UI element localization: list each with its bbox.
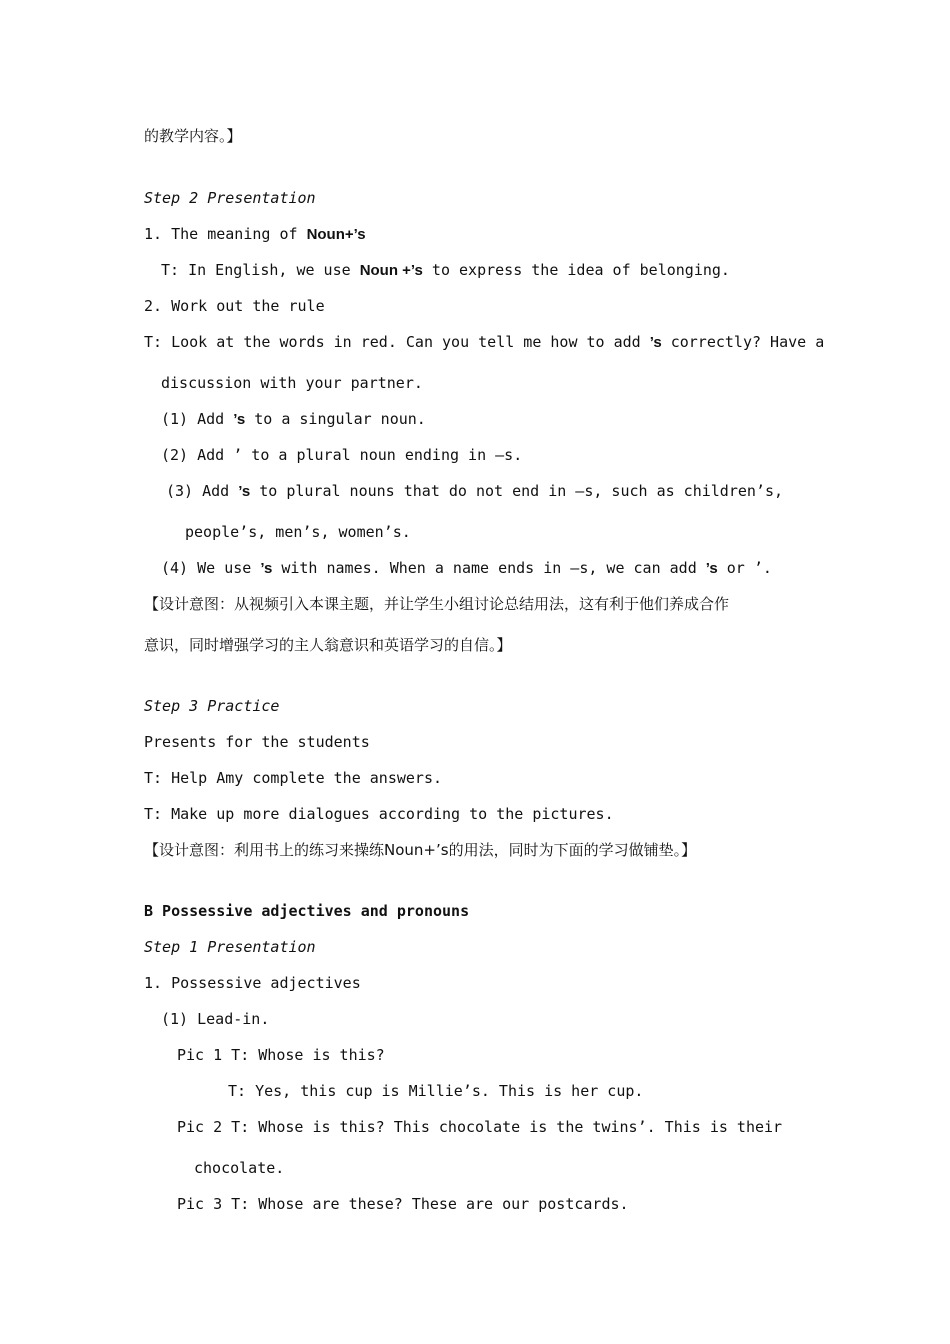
rule-item: (2) Add ’ to a plural noun ending in –s.: [161, 446, 523, 464]
bold-term: Noun +’s: [359, 262, 423, 279]
bold-term: ’s: [238, 483, 251, 500]
list-item: [144, 224, 366, 245]
dialogue-line: Pic 2 T: Whose is this? This chocolate is the twins’. This is their: [177, 1118, 783, 1136]
text-line: Presents for the students: [144, 733, 370, 751]
text-span: (4) We use: [161, 559, 261, 577]
text-line: T: Make up more dialogues according to the pictures.: [144, 805, 614, 823]
text-span: with names. When a name ends in –s, we can add: [272, 559, 706, 577]
text-line: [144, 332, 825, 353]
text-span: (1) Add: [161, 410, 234, 428]
rule-item: [166, 481, 783, 502]
dialogue-line: T: Yes, this cup is Millie’s. This is her cup.: [228, 1082, 644, 1100]
step-heading: Step 2 Presentation: [144, 189, 316, 207]
step-heading: Step 3 Practice: [144, 697, 280, 715]
bold-term: ’s: [260, 560, 273, 577]
bold-term: ’s: [233, 411, 246, 428]
text-line: discussion with your partner.: [161, 374, 423, 392]
step-heading: Step 1 Presentation: [144, 938, 316, 956]
list-item: 2. Work out the rule: [144, 297, 325, 315]
text-span: (3) Add: [166, 482, 239, 500]
dialogue-line: chocolate.: [194, 1159, 285, 1177]
section-heading: B Possessive adjectives and pronouns: [144, 902, 470, 920]
bold-term: ’s: [705, 560, 718, 577]
design-intent-note: 意识，同时增强学习的主人翁意识和英语学习的自信。】: [144, 636, 512, 654]
text-span: or ’.: [717, 559, 772, 577]
text-line: 的教学内容。】: [144, 127, 242, 145]
text-span: T: Look at the words in red. Can you tell me how to add: [144, 333, 650, 351]
text-span: to plural nouns that do not end in –s, such as children’s,: [250, 482, 784, 500]
text-span: to a singular noun.: [245, 410, 426, 428]
list-item: (1) Lead-in.: [161, 1010, 270, 1028]
text-line: [161, 260, 730, 281]
dialogue-line: Pic 1 T: Whose is this?: [177, 1046, 385, 1064]
design-intent-note: 【设计意图：利用书上的练习来操练Noun+’s的用法，同时为下面的学习做铺垫。】: [144, 841, 697, 859]
text-line: people’s, men’s, women’s.: [185, 523, 411, 541]
list-item: 1. Possessive adjectives: [144, 974, 361, 992]
design-intent-note: 【设计意图：从视频引入本课主题，并让学生小组讨论总结用法，这有利于他们养成合作: [144, 595, 730, 613]
rule-item: [161, 558, 772, 579]
text-span: to express the idea of belonging.: [422, 261, 730, 279]
rule-item: [161, 409, 426, 430]
bold-term: Noun+’s: [306, 226, 366, 243]
bold-term: ’s: [649, 334, 662, 351]
text-span: T: In English, we use: [161, 261, 360, 279]
text-line: T: Help Amy complete the answers.: [144, 769, 443, 787]
text-span: correctly? Have a: [661, 333, 825, 351]
dialogue-line: Pic 3 T: Whose are these? These are our postcards.: [177, 1195, 629, 1213]
text-span: 1. The meaning of: [144, 225, 307, 243]
